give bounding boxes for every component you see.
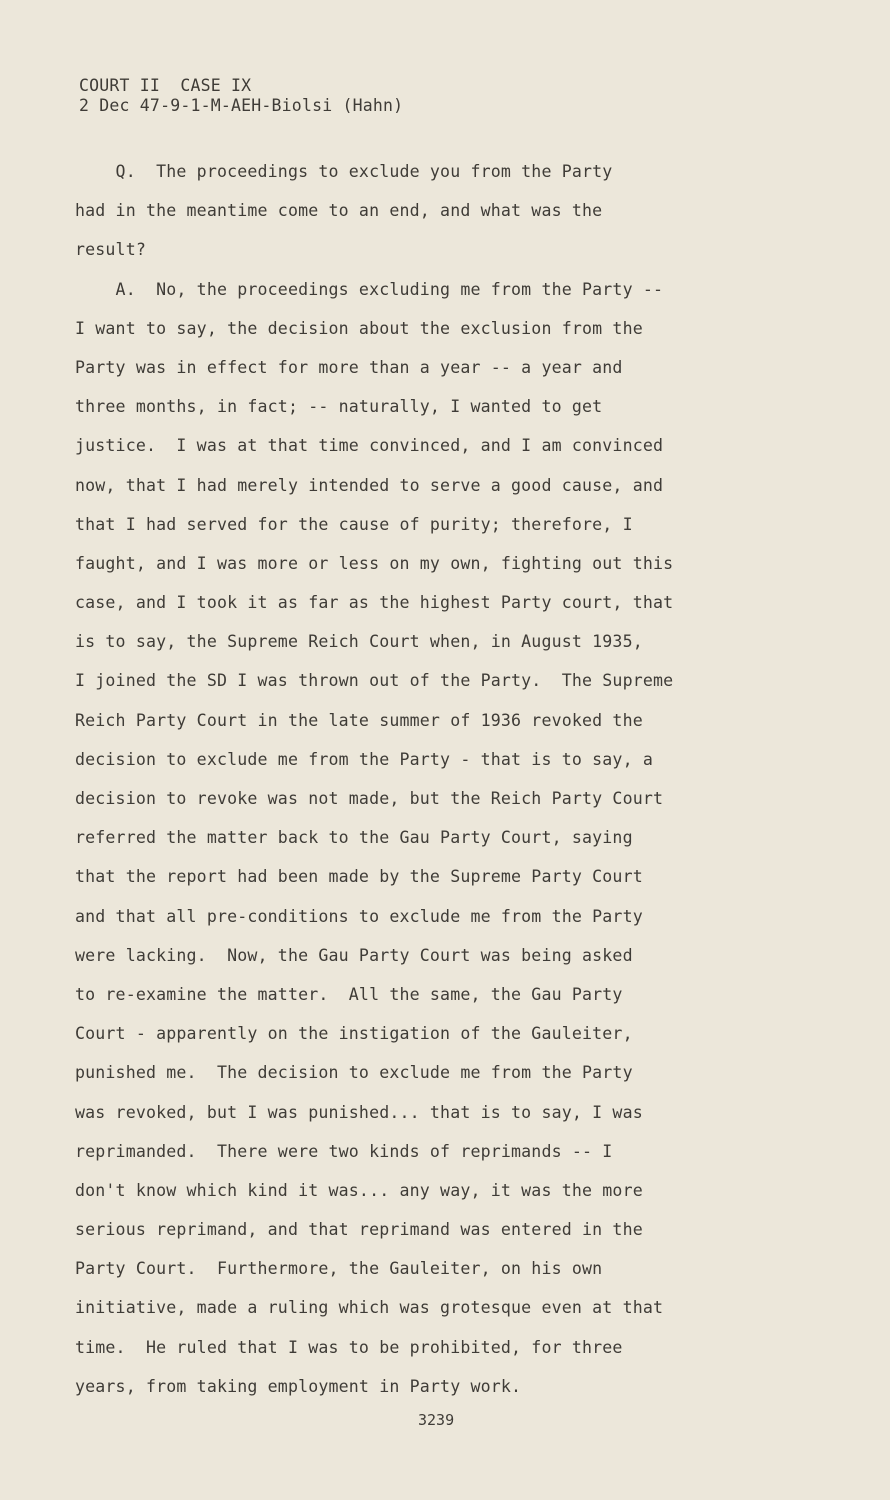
transcript-line-26: reprimanded. There were two kinds of reprimands -- I <box>75 1141 613 1161</box>
transcript-line-18: referred the matter back to the Gau Party Court, saying <box>75 828 633 848</box>
transcript-line-13: is to say, the Supreme Reich Court when, in August 1935, <box>75 632 643 652</box>
transcript-line-15: Reich Party Court in the late summer of 1936 revoked the <box>75 710 643 730</box>
transcript-line-29: Party Court. Furthermore, the Gauleiter, on his own <box>75 1259 603 1279</box>
transcript-line-1: Q. The proceedings to exclude you from the Party <box>75 162 613 181</box>
transcript-line-21: were lacking. Now, the Gau Party Court was being asked <box>75 945 633 965</box>
transcript-line-16: decision to exclude me from the Party - that is to say, a <box>75 749 653 769</box>
transcript-line-5: I want to say, the decision about the exclusion from the <box>75 318 643 338</box>
transcript-line-25: was revoked, but I was punished... that is to say, I was <box>75 1102 643 1122</box>
transcript-line-31: time. He ruled that I was to be prohibited, for three <box>75 1337 623 1357</box>
transcript-line-8: justice. I was at that time convinced, and I am convinced <box>75 436 664 456</box>
transcript-line-12: case, and I took it as far as the highest Party court, that <box>75 593 674 613</box>
case-heading: COURT II CASE IX <box>79 76 252 95</box>
transcript-line-24: punished me. The decision to exclude me from the Party <box>75 1063 633 1083</box>
transcript-line-4: A. No, the proceedings excluding me from the Party -- <box>75 279 664 299</box>
transcript-line-19: that the report had been made by the Supreme Party Court <box>75 867 643 887</box>
document-header <box>79 76 403 116</box>
transcript-line-11: faught, and I was more or less on my own, fighting out this <box>75 553 674 573</box>
transcript-line-32: years, from taking employment in Party work. <box>75 1376 522 1396</box>
transcript-line-6: Party was in effect for more than a year -- a year and <box>75 357 623 377</box>
transcript-line-20: and that all pre-conditions to exclude me from the Party <box>75 906 643 926</box>
transcript-line-17: decision to revoke was not made, but the Reich Party Court <box>75 789 664 808</box>
transcript-code: 2 Dec 47-9-1-M-AEH-Biolsi (Hahn) <box>79 96 404 115</box>
transcript-line-27: don't know which kind it was... any way, it was the more <box>75 1180 643 1200</box>
transcript-line-7: three months, in fact; -- naturally, I wanted to get <box>75 397 603 417</box>
transcript-line-14: I joined the SD I was thrown out of the Party. The Supreme <box>75 671 674 691</box>
transcript-line-2: had in the meantime come to an end, and what was the <box>75 201 603 221</box>
transcript-line-3: result? <box>75 240 146 260</box>
transcript-line-9: now, that I had merely intended to serve a good cause, and <box>75 475 664 495</box>
page-number: 3239 <box>418 1411 455 1429</box>
transcript-line-10: that I had served for the cause of purity; therefore, I <box>75 514 633 534</box>
transcript-line-22: to re-examine the matter. All the same, the Gau Party <box>75 984 623 1004</box>
transcript-body <box>75 152 775 1406</box>
transcript-line-30: initiative, made a ruling which was grotesque even at that <box>75 1298 664 1318</box>
transcript-line-23: Court - apparently on the instigation of the Gauleiter, <box>75 1024 633 1044</box>
transcript-line-28: serious reprimand, and that reprimand was entered in the <box>75 1220 643 1240</box>
